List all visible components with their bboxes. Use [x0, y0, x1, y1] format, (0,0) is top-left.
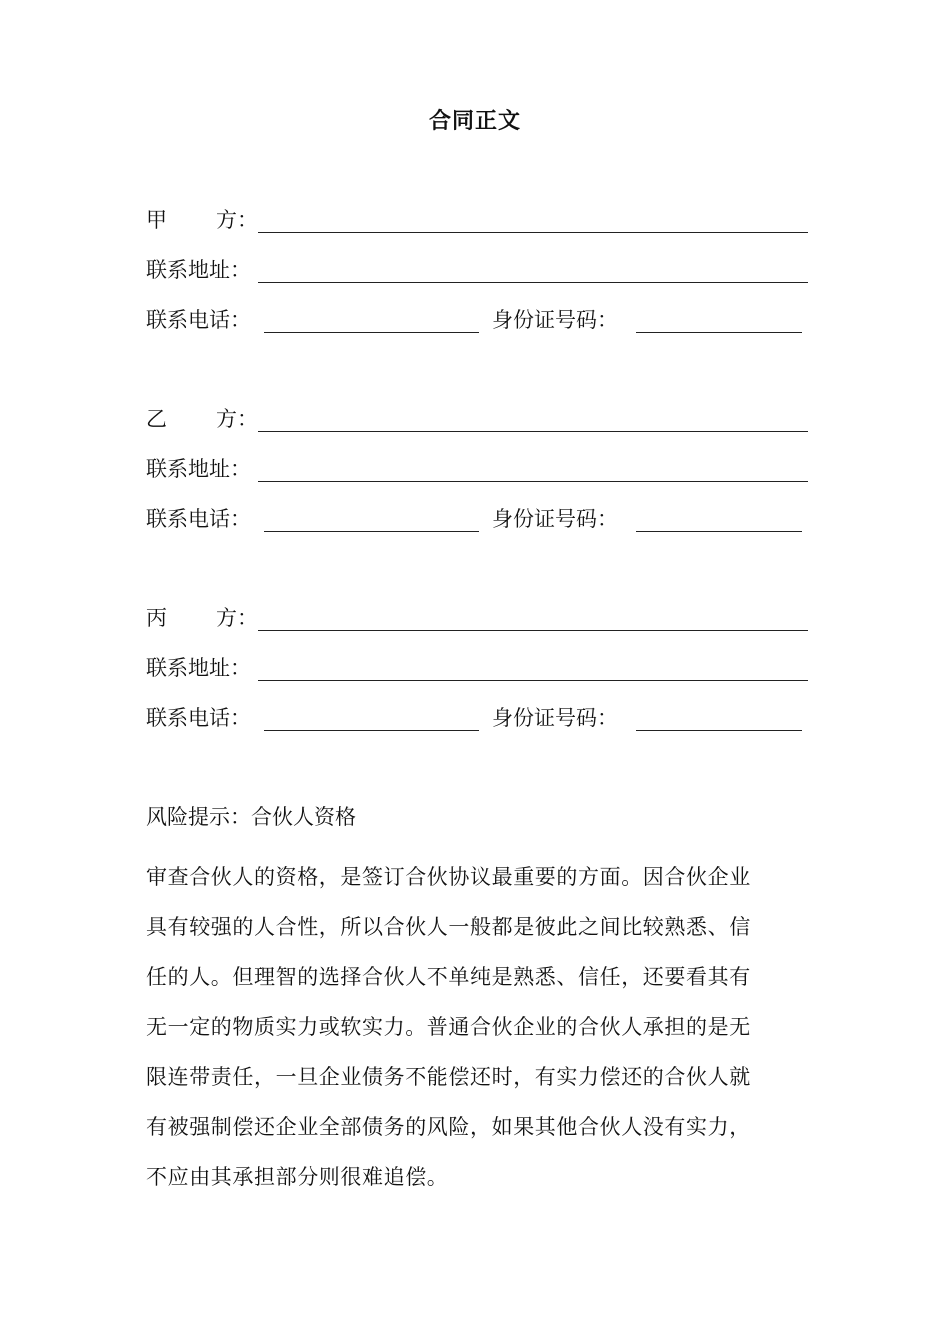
party-a-address-row — [146, 256, 808, 306]
party-c-address-row — [146, 654, 808, 704]
party-c-id-blank[interactable] — [636, 730, 802, 731]
risk-notice-title: 风险提示：合伙人资格 — [146, 805, 356, 829]
party-c-id-label: 身份证号码： — [492, 706, 618, 730]
risk-notice-line: 有被强制偿还企业全部债务的风险，如果其他合伙人没有实力， — [146, 1115, 751, 1139]
party-b-id-label: 身份证号码： — [492, 507, 618, 531]
party-b-address-row — [146, 455, 808, 505]
risk-notice-line: 限连带责任，一旦企业债务不能偿还时，有实力偿还的合伙人就 — [146, 1065, 751, 1089]
party-a-id-blank[interactable] — [636, 332, 802, 333]
risk-notice-line: 无一定的物质实力或软实力。普通合伙企业的合伙人承担的是无 — [146, 1015, 751, 1039]
party-a-section — [146, 206, 808, 356]
party-a-name-blank[interactable] — [258, 232, 808, 233]
party-b-name-row — [146, 405, 808, 455]
party-a-name-label: 甲 — [146, 208, 167, 232]
party-c-name-label: 丙 — [146, 606, 167, 630]
risk-notice-line: 任的人。但理智的选择合伙人不单纯是熟悉、信任，还要看其有 — [146, 965, 751, 989]
party-c-address-blank[interactable] — [258, 680, 808, 681]
party-a-address-label: 联系地址： — [146, 258, 251, 282]
risk-notice-line: 不应由其承担部分则很难追偿。 — [146, 1165, 449, 1189]
party-b-section — [146, 405, 808, 555]
party-b-fang-label: 方： — [216, 407, 258, 431]
party-a-id-label: 身份证号码： — [492, 308, 618, 332]
party-a-phone-label: 联系电话： — [146, 308, 251, 332]
risk-notice-line: 具有较强的人合性，所以合伙人一般都是彼此之间比较熟悉、信 — [146, 915, 751, 939]
party-c-section — [146, 604, 808, 754]
party-b-id-blank[interactable] — [636, 531, 802, 532]
party-b-phone-row — [146, 505, 808, 555]
party-b-address-label: 联系地址： — [146, 457, 251, 481]
risk-notice-line: 审查合伙人的资格，是签订合伙协议最重要的方面。因合伙企业 — [146, 865, 751, 889]
party-c-address-label: 联系地址： — [146, 656, 251, 680]
risk-notice — [146, 802, 816, 1202]
party-b-name-blank[interactable] — [258, 431, 808, 432]
party-c-name-blank[interactable] — [258, 630, 808, 631]
party-b-phone-blank[interactable] — [264, 531, 479, 532]
party-b-name-label: 乙 — [146, 407, 167, 431]
party-a-phone-row — [146, 306, 808, 356]
party-b-address-blank[interactable] — [258, 481, 808, 482]
party-c-fang-label: 方： — [216, 606, 258, 630]
page-title: 合同正文 — [428, 109, 521, 134]
party-a-name-row — [146, 206, 808, 256]
party-a-fang-label: 方： — [216, 208, 258, 232]
party-c-name-row — [146, 604, 808, 654]
party-c-phone-blank[interactable] — [264, 730, 479, 731]
party-c-phone-label: 联系电话： — [146, 706, 251, 730]
risk-notice-body — [146, 852, 816, 1202]
party-a-address-blank[interactable] — [258, 282, 808, 283]
party-c-phone-row — [146, 704, 808, 754]
party-a-phone-blank[interactable] — [264, 332, 479, 333]
party-b-phone-label: 联系电话： — [146, 507, 251, 531]
